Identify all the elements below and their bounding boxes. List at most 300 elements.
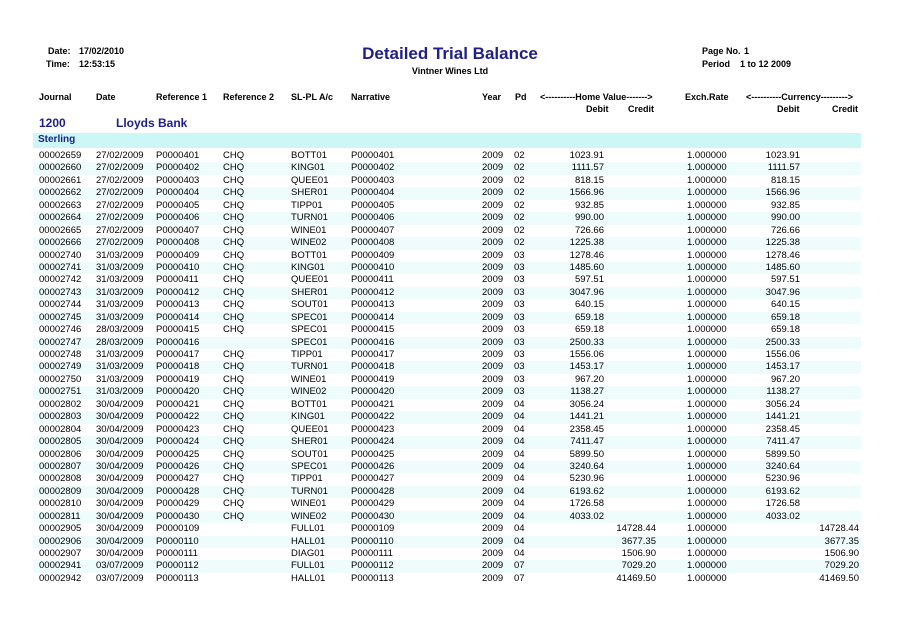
sl-pl-account-cell: WINE02 [291, 386, 327, 398]
sl-pl-account-cell: SHER01 [291, 436, 328, 448]
journal-cell: 00002802 [39, 398, 82, 410]
exchange-rate-cell: 1.000000 [687, 386, 727, 398]
period-cell: 03 [514, 349, 525, 360]
year-cell: 2009 [482, 199, 504, 211]
table-row [33, 486, 861, 498]
period-cell: 02 [514, 212, 525, 224]
period-cell: 03 [514, 249, 525, 261]
journal-cell: 00002905 [39, 523, 82, 535]
reference-2-cell: CHQ [223, 299, 245, 311]
reference-2-cell: CHQ [223, 199, 245, 211]
date-cell: 31/03/2009 [96, 249, 144, 261]
journal-cell: 00002751 [39, 386, 82, 398]
narrative-cell: P0000401 [351, 150, 395, 161]
reference-1-cell: P0000422 [156, 411, 200, 423]
sl-pl-account-cell: WINE01 [291, 373, 327, 385]
currency-debit-cell: 1111.57 [767, 162, 800, 174]
date-cell: 30/04/2009 [96, 535, 144, 547]
exchange-rate-cell: 1.000000 [687, 212, 727, 224]
home-debit-cell: 1111.57 [571, 162, 604, 174]
exchange-rate-cell: 1.000000 [687, 324, 727, 336]
currency-group-band [33, 133, 861, 148]
reference-2-cell: CHQ [223, 436, 245, 448]
table-row [33, 225, 861, 237]
col-home-value-group: <----------Home Value-------> [540, 92, 653, 102]
narrative-cell: P0000414 [351, 311, 395, 323]
journal-cell: 00002749 [39, 361, 82, 373]
journal-cell: 00002941 [39, 560, 82, 572]
home-credit-cell: 41469.50 [616, 572, 656, 584]
currency-debit-cell: 726.66 [770, 224, 800, 236]
period-cell: 07 [514, 572, 525, 584]
exchange-rate-cell: 1.000000 [687, 498, 727, 510]
reference-1-cell: P0000416 [156, 336, 200, 348]
journal-cell: 00002665 [39, 224, 82, 236]
date-cell: 30/04/2009 [96, 423, 144, 435]
home-debit-cell: 7411.47 [570, 436, 604, 448]
home-debit-cell: 1566.96 [569, 187, 604, 199]
sl-pl-account-cell: SHER01 [291, 187, 328, 199]
period-cell: 04 [514, 535, 525, 547]
currency-debit-cell: 2358.45 [765, 423, 800, 435]
reference-2-cell: CHQ [223, 311, 245, 323]
reference-2-cell: CHQ [223, 224, 245, 236]
table-row [33, 560, 861, 572]
table-row [33, 200, 861, 212]
reference-2-cell: CHQ [223, 386, 245, 398]
date-cell: 30/04/2009 [96, 473, 144, 485]
exchange-rate-cell: 1.000000 [687, 411, 727, 423]
year-cell: 2009 [482, 548, 504, 559]
year-cell: 2009 [482, 423, 504, 435]
col-reference-1: Reference 1 [156, 92, 208, 102]
currency-debit-cell: 1023.91 [765, 150, 800, 161]
exchange-rate-cell: 1.000000 [687, 261, 727, 273]
narrative-cell: P0000422 [351, 411, 395, 423]
reference-1-cell: P0000418 [156, 361, 200, 373]
currency-debit-cell: 4033.02 [765, 510, 800, 522]
reference-1-cell: P0000407 [156, 224, 200, 236]
home-debit-cell: 2500.33 [569, 336, 604, 348]
year-cell: 2009 [482, 498, 504, 510]
period-cell: 04 [514, 485, 525, 497]
reference-1-cell: P0000111 [156, 548, 198, 559]
date-cell: 30/04/2009 [96, 460, 144, 472]
sl-pl-account-cell: QUEE01 [291, 274, 329, 286]
reference-2-cell: CHQ [223, 361, 245, 373]
table-row [33, 274, 861, 286]
reference-1-cell: P0000113 [156, 572, 199, 584]
table-row [33, 299, 861, 311]
sl-pl-account-cell: BOTT01 [291, 398, 327, 410]
period-cell: 03 [514, 261, 525, 273]
reference-2-cell: CHQ [223, 498, 245, 510]
account-code: 1200 [39, 116, 66, 130]
page-number-value: 1 [744, 46, 750, 56]
sl-pl-account-cell: TIPP01 [291, 199, 323, 211]
narrative-cell: P0000416 [351, 336, 395, 348]
period-cell: 04 [514, 548, 525, 559]
narrative-cell: P0000407 [351, 224, 395, 236]
period-cell: 03 [514, 299, 525, 311]
currency-debit-cell: 1278.46 [765, 249, 800, 261]
exchange-rate-cell: 1.000000 [687, 473, 727, 485]
currency-debit-cell: 3056.24 [765, 398, 800, 410]
journal-cell: 00002666 [39, 237, 82, 249]
narrative-cell: P0000413 [351, 299, 395, 311]
reference-2-cell: CHQ [223, 150, 245, 161]
reference-1-cell: P0000428 [156, 485, 200, 497]
sl-pl-account-cell: WINE01 [291, 224, 327, 236]
period-cell: 04 [514, 398, 525, 410]
home-credit-cell: 3677.35 [621, 535, 656, 547]
sl-pl-account-cell: SPEC01 [291, 324, 328, 336]
currency-debit-cell: 1566.96 [765, 187, 800, 199]
narrative-cell: P0000112 [351, 560, 394, 572]
date-cell: 30/04/2009 [96, 510, 144, 522]
table-row [33, 449, 861, 461]
reference-2-cell: CHQ [223, 174, 245, 186]
narrative-cell: P0000423 [351, 423, 395, 435]
period-cell: 04 [514, 523, 525, 535]
home-debit-cell: 1726.58 [569, 498, 604, 510]
currency-debit-cell: 967.20 [770, 373, 800, 385]
period-cell: 04 [514, 436, 525, 448]
reference-1-cell: P0000414 [156, 311, 200, 323]
journal-cell: 00002907 [39, 548, 82, 559]
narrative-cell: P0000415 [351, 324, 395, 336]
period-cell: 02 [514, 224, 525, 236]
date-cell: 31/03/2009 [96, 386, 144, 398]
year-cell: 2009 [482, 324, 504, 336]
date-cell: 30/04/2009 [96, 548, 144, 559]
exchange-rate-cell: 1.000000 [687, 398, 727, 410]
journal-cell: 00002744 [39, 299, 82, 311]
year-cell: 2009 [482, 311, 504, 323]
year-cell: 2009 [482, 336, 504, 348]
col-narrative: Narrative [351, 92, 391, 102]
table-row [33, 399, 861, 411]
reference-1-cell: P0000404 [156, 187, 200, 199]
year-cell: 2009 [482, 510, 504, 522]
reference-2-cell: CHQ [223, 261, 245, 273]
exchange-rate-cell: 1.000000 [687, 548, 727, 559]
exchange-rate-cell: 1.000000 [687, 349, 727, 360]
report-title: Detailed Trial Balance [362, 44, 538, 63]
transaction-list [33, 150, 861, 585]
date-cell: 27/02/2009 [96, 212, 144, 224]
year-cell: 2009 [482, 274, 504, 286]
date-cell: 30/04/2009 [96, 448, 144, 460]
reference-1-cell: P0000419 [156, 373, 200, 385]
home-debit-cell: 1278.46 [569, 249, 604, 261]
narrative-cell: P0000421 [351, 398, 395, 410]
sl-pl-account-cell: TURN01 [291, 485, 328, 497]
date-cell: 30/04/2009 [96, 498, 144, 510]
home-credit-cell: 7029.20 [621, 560, 656, 572]
home-debit-cell: 640.15 [574, 299, 604, 311]
date-cell: 30/04/2009 [96, 485, 144, 497]
table-row [33, 386, 861, 398]
col-home-credit: Credit [628, 104, 655, 114]
table-row [33, 523, 861, 535]
currency-debit-cell: 659.18 [770, 311, 800, 323]
narrative-cell: P0000409 [351, 249, 395, 261]
narrative-cell: P0000420 [351, 386, 395, 398]
table-row [33, 324, 861, 336]
journal-cell: 00002661 [39, 174, 82, 186]
col-reference-2: Reference 2 [223, 92, 275, 102]
narrative-cell: P0000430 [351, 510, 395, 522]
home-debit-cell: 3240.64 [569, 460, 604, 472]
exchange-rate-cell: 1.000000 [687, 572, 727, 584]
journal-cell: 00002807 [39, 460, 82, 472]
currency-debit-cell: 3240.64 [765, 460, 800, 472]
reference-1-cell: P0000411 [156, 274, 199, 286]
table-row [33, 237, 861, 249]
home-debit-cell: 597.51 [574, 274, 604, 286]
exchange-rate-cell: 1.000000 [687, 224, 727, 236]
year-cell: 2009 [482, 187, 504, 199]
reference-1-cell: P0000112 [156, 560, 199, 572]
year-cell: 2009 [482, 299, 504, 311]
year-cell: 2009 [482, 460, 504, 472]
col-sl-pl-account: SL-PL A/c [291, 92, 334, 102]
exchange-rate-cell: 1.000000 [687, 274, 727, 286]
table-row [33, 361, 861, 373]
reference-2-cell: CHQ [223, 448, 245, 460]
home-debit-cell: 1485.60 [569, 261, 604, 273]
home-debit-cell: 1453.17 [569, 361, 604, 373]
col-journal: Journal [39, 92, 72, 102]
year-cell: 2009 [482, 436, 504, 448]
home-credit-cell: 1506.90 [621, 548, 656, 559]
narrative-cell: P0000424 [351, 436, 395, 448]
year-cell: 2009 [482, 523, 504, 535]
narrative-cell: P0000428 [351, 485, 395, 497]
reference-1-cell: P0000403 [156, 174, 200, 186]
table-row [33, 374, 861, 386]
year-cell: 2009 [482, 373, 504, 385]
currency-credit-cell: 41469.50 [819, 572, 859, 584]
table-row [33, 498, 861, 510]
exchange-rate-cell: 1.000000 [687, 510, 727, 522]
sl-pl-account-cell: WINE02 [291, 237, 327, 249]
year-cell: 2009 [482, 386, 504, 398]
col-home-debit: Debit [586, 104, 609, 114]
reference-1-cell: P0000408 [156, 237, 200, 249]
home-debit-cell: 3047.96 [569, 286, 604, 298]
reference-1-cell: P0000109 [156, 523, 200, 535]
year-cell: 2009 [482, 286, 504, 298]
year-cell: 2009 [482, 485, 504, 497]
table-row [33, 337, 861, 349]
date-cell: 03/07/2009 [96, 572, 144, 584]
table-row [33, 262, 861, 274]
table-row [33, 473, 861, 485]
narrative-cell: P0000109 [351, 523, 395, 535]
currency-debit-cell: 6193.62 [765, 485, 800, 497]
reference-2-cell: CHQ [223, 423, 245, 435]
journal-cell: 00002745 [39, 311, 82, 323]
exchange-rate-cell: 1.000000 [687, 237, 727, 249]
sl-pl-account-cell: BOTT01 [291, 249, 327, 261]
narrative-cell: P0000411 [351, 274, 394, 286]
table-row [33, 250, 861, 262]
currency-credit-cell: 14728.44 [819, 523, 859, 535]
exchange-rate-cell: 1.000000 [687, 187, 727, 199]
home-debit-cell: 1138.27 [570, 386, 604, 398]
exchange-rate-cell: 1.000000 [687, 174, 727, 186]
sl-pl-account-cell: KING01 [291, 261, 325, 273]
date-cell: 27/02/2009 [96, 150, 144, 161]
narrative-cell: P0000403 [351, 174, 395, 186]
sl-pl-account-cell: TURN01 [291, 212, 328, 224]
year-cell: 2009 [482, 349, 504, 360]
report-time-value: 12:53:15 [79, 59, 116, 69]
narrative-cell: P0000404 [351, 187, 395, 199]
journal-cell: 00002664 [39, 212, 82, 224]
home-debit-cell: 726.66 [574, 224, 604, 236]
sl-pl-account-cell: QUEE01 [291, 174, 329, 186]
period-cell: 03 [514, 336, 525, 348]
period-cell: 02 [514, 174, 525, 186]
reference-2-cell: CHQ [223, 249, 245, 261]
sl-pl-account-cell: SOUT01 [291, 299, 328, 311]
home-debit-cell: 5230.96 [569, 473, 604, 485]
reference-2-cell: CHQ [223, 286, 245, 298]
home-debit-cell: 3056.24 [569, 398, 604, 410]
period-cell: 04 [514, 411, 525, 423]
currency-debit-cell: 3047.96 [765, 286, 800, 298]
period-cell: 03 [514, 361, 525, 373]
currency-credit-cell: 7029.20 [824, 560, 859, 572]
date-cell: 30/04/2009 [96, 436, 144, 448]
reference-1-cell: P0000415 [156, 324, 200, 336]
reference-2-cell: CHQ [223, 187, 245, 199]
date-cell: 31/03/2009 [96, 311, 144, 323]
table-row [33, 212, 861, 224]
exchange-rate-cell: 1.000000 [687, 535, 727, 547]
sl-pl-account-cell: DIAG01 [291, 548, 325, 559]
report-date-label: Date: [48, 46, 71, 56]
table-row [33, 548, 861, 560]
exchange-rate-cell: 1.000000 [687, 150, 727, 161]
home-debit-cell: 932.85 [574, 199, 604, 211]
period-cell: 02 [514, 187, 525, 199]
home-debit-cell: 1023.91 [569, 150, 604, 161]
currency-debit-cell: 5230.96 [765, 473, 800, 485]
reference-1-cell: P0000405 [156, 199, 200, 211]
exchange-rate-cell: 1.000000 [687, 299, 727, 311]
year-cell: 2009 [482, 361, 504, 373]
year-cell: 2009 [482, 150, 504, 161]
exchange-rate-cell: 1.000000 [687, 336, 727, 348]
exchange-rate-cell: 1.000000 [687, 162, 727, 174]
col-date: Date [96, 92, 116, 102]
home-debit-cell: 967.20 [574, 373, 604, 385]
narrative-cell: P0000402 [351, 162, 395, 174]
reference-1-cell: P0000424 [156, 436, 200, 448]
sl-pl-account-cell: BOTT01 [291, 150, 327, 161]
reference-1-cell: P0000110 [156, 535, 199, 547]
journal-cell: 00002806 [39, 448, 82, 460]
journal-cell: 00002803 [39, 411, 82, 423]
date-cell: 28/03/2009 [96, 336, 144, 348]
currency-debit-cell: 2500.33 [765, 336, 800, 348]
date-cell: 30/04/2009 [96, 523, 144, 535]
reference-1-cell: P0000430 [156, 510, 200, 522]
reference-1-cell: P0000420 [156, 386, 200, 398]
period-cell: 03 [514, 286, 525, 298]
narrative-cell: P0000418 [351, 361, 395, 373]
table-row [33, 511, 861, 523]
col-currency-credit: Credit [832, 104, 859, 114]
reference-2-cell: CHQ [223, 398, 245, 410]
currency-credit-cell: 3677.35 [824, 535, 859, 547]
journal-cell: 00002748 [39, 349, 82, 360]
period-cell: 03 [514, 386, 525, 398]
reference-2-cell: CHQ [223, 460, 245, 472]
home-debit-cell: 2358.45 [569, 423, 604, 435]
table-row [33, 411, 861, 423]
reference-1-cell: P0000426 [156, 460, 200, 472]
year-cell: 2009 [482, 560, 504, 572]
reference-2-cell: CHQ [223, 373, 245, 385]
currency-debit-cell: 1726.58 [765, 498, 800, 510]
date-cell: 31/03/2009 [96, 349, 144, 360]
currency-debit-cell: 7411.47 [766, 436, 800, 448]
journal-cell: 00002750 [39, 373, 82, 385]
journal-cell: 00002660 [39, 162, 82, 174]
reference-2-cell: CHQ [223, 274, 245, 286]
home-debit-cell: 990.00 [574, 212, 604, 224]
narrative-cell: P0000419 [351, 373, 395, 385]
currency-debit-cell: 1441.21 [765, 411, 800, 423]
col-year: Year [482, 92, 502, 102]
reference-1-cell: P0000402 [156, 162, 200, 174]
exchange-rate-cell: 1.000000 [687, 311, 727, 323]
sl-pl-account-cell: HALL01 [291, 535, 326, 547]
reference-1-cell: P0000401 [156, 150, 200, 161]
sl-pl-account-cell: SHER01 [291, 286, 328, 298]
table-row [33, 175, 861, 187]
currency-debit-cell: 990.00 [770, 212, 800, 224]
period-label: Period [702, 59, 731, 69]
currency-debit-cell: 597.51 [770, 274, 800, 286]
sl-pl-account-cell: TURN01 [291, 361, 328, 373]
period-cell: 07 [514, 560, 525, 572]
reference-1-cell: P0000425 [156, 448, 200, 460]
reference-1-cell: P0000421 [156, 398, 200, 410]
narrative-cell: P0000111 [351, 548, 393, 559]
journal-cell: 00002662 [39, 187, 82, 199]
currency-group-label: Sterling [38, 134, 76, 145]
year-cell: 2009 [482, 224, 504, 236]
currency-debit-cell: 1225.38 [765, 237, 800, 249]
currency-debit-cell: 1556.06 [765, 349, 800, 360]
year-cell: 2009 [482, 535, 504, 547]
sl-pl-account-cell: SPEC01 [291, 460, 328, 472]
journal-cell: 00002811 [39, 510, 81, 522]
col-period: Pd [515, 92, 527, 102]
table-row [33, 162, 861, 174]
table-row [33, 536, 861, 548]
journal-cell: 00002747 [39, 336, 82, 348]
journal-cell: 00002741 [39, 261, 82, 273]
home-debit-cell: 1556.06 [569, 349, 604, 360]
reference-2-cell: CHQ [223, 237, 245, 249]
